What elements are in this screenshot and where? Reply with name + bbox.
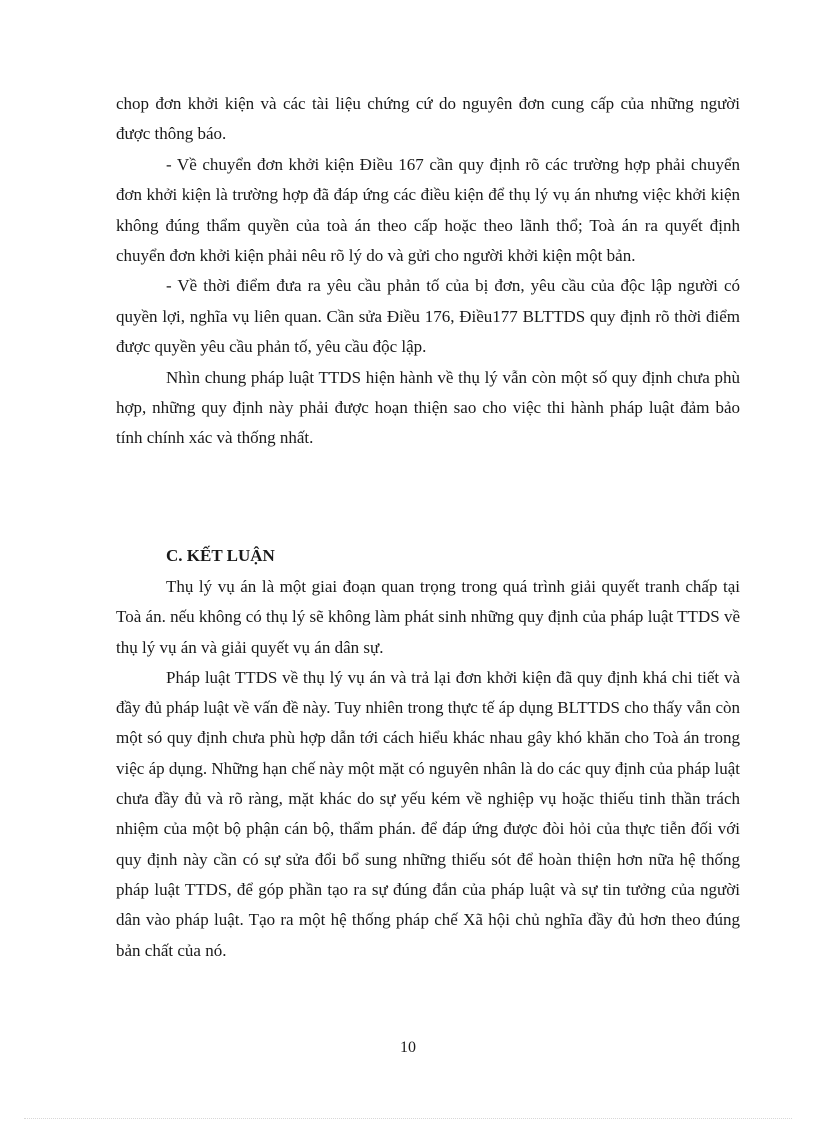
paragraph-summary: Nhìn chung pháp luật TTDS hiện hành về thụ lý vẫn còn một số quy định chưa phù hợp, những quy định này phải được hoạn thiện sao cho việc thi hành pháp luật đảm bảo tính chính xác và thống nhất. [116,367,740,448]
paragraph-continuation: chop đơn khởi kiện và các tài liệu chứng cứ do nguyên đơn cung cấp của những người được thông báo. [116,94,740,144]
body-text-conclusion [116,572,740,966]
paragraph-conclusion-1: Thụ lý vụ án là một giai đoạn quan trọng trong quá trình giải quyết tranh chấp tại Toà án. nếu không có thụ lý sẽ không làm phát sinh những quy định của pháp luật TTDS về thụ lý vụ án và giải quyết vụ án dân sự. [116,577,740,657]
section-heading: C. KẾT LUẬN [166,546,275,565]
paragraph-conclusion-2: Pháp luật TTDS về thụ lý vụ án và trả lại đơn khởi kiện đã quy định khá chi tiết và đầy đủ pháp luật về vấn đề này. Tuy nhiên trong thực tế áp dụng BLTTDS cho thấy vẫn còn một só quy định chưa phù hợp dẫn tới cách hiểu khác nhau gây khó khăn cho Toà án trong việc áp dụng. Những hạn chế này một mặt có nguyên nhân là do các quy định của pháp luật chưa đầy đủ và rõ ràng, mặt khác do sự yếu kém về nghiệp vụ hoặc thiếu tinh thần trách nhiệm của một bộ phận cán bộ, thẩm phán. để đáp ứng được đòi hỏi của thực tiễn đối với quy định này cần có sự sửa đổi bổ sung những thiếu sót để hoàn thiện hơn nữa hệ thống pháp luật TTDS, để góp phần tạo ra sự đúng đắn của pháp luật và sự tin tưởng của người dân vào pháp luật. Tạo ra một hệ thống pháp chế Xã hội chủ nghĩa đầy đủ hơn theo đúng bản chất của nó. [116,667,740,960]
body-text-top [116,89,740,454]
paragraph-counterclaim-timing: - Về thời điểm đưa ra yêu cầu phản tố của bị đơn, yêu cầu của độc lập người có quyền lợi, nghĩa vụ liên quan. Cần sửa Điều 176, Điều177 BLTTDS quy định rõ thời điểm được quyền yêu cầu phản tố, yêu cầu độc lập. [116,276,740,357]
page-number: 10 [400,1039,416,1056]
page-bottom-divider [24,1118,792,1119]
paragraph-transfer-claim: - Về chuyển đơn khởi kiện Điều 167 cần quy định rõ các trường hợp phải chuyển đơn khởi kiện là trường hợp đã đáp ứng các điều kiện để thụ lý vụ án nhưng việc khởi kiện không đúng thẩm quyền của toà án theo cấp hoặc theo lãnh thổ; Toà án ra quyết định chuyển đơn khởi kiện phải nêu rõ lý do và gửi cho người khởi kiện một bản. [116,154,740,266]
